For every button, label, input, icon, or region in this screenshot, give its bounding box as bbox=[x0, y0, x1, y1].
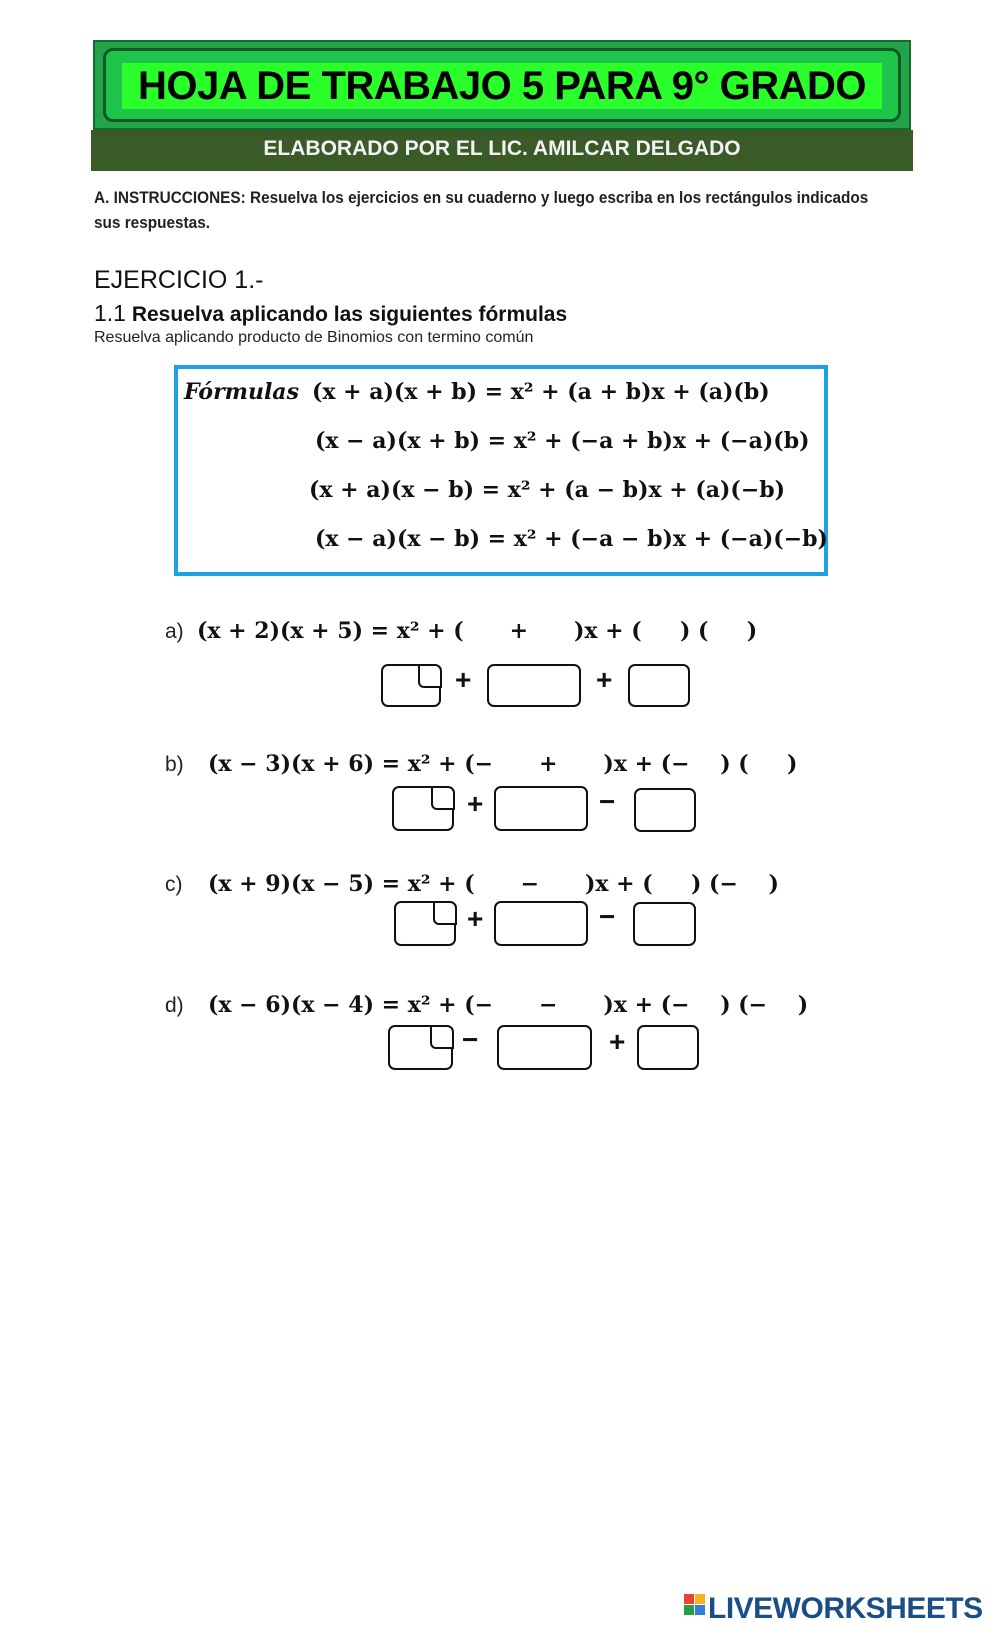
formula-label: Fórmulas bbox=[184, 379, 299, 405]
formula-2: (x − a)(x + b) = x² + (−a + b)x + (−a)(b) bbox=[315, 428, 810, 454]
liveworksheets-logo[interactable]: LIVEWORKSHEETS bbox=[708, 1592, 983, 1625]
problem-b-letter: b) bbox=[165, 753, 184, 776]
problem-d-operator-2: + bbox=[609, 1026, 626, 1057]
problem-a-operator-1: + bbox=[455, 664, 472, 695]
logo-cube-3 bbox=[684, 1605, 694, 1615]
problem-d-operator-1: − bbox=[462, 1024, 479, 1055]
problem-c-answer-2[interactable] bbox=[494, 901, 588, 946]
problem-d-answer-2[interactable] bbox=[497, 1025, 592, 1070]
problem-a-operator-2: + bbox=[596, 664, 613, 695]
problem-c-operator-1: + bbox=[467, 903, 484, 934]
author-subtitle: ELABORADO POR EL LIC. AMILCAR DELGADO bbox=[263, 137, 741, 160]
problem-a-expression: (x + 2)(x + 5) = x² + ( + )x + ( ) ( ) bbox=[197, 618, 758, 644]
problem-d-answer-1[interactable] bbox=[388, 1025, 453, 1070]
problem-b-answer-1[interactable] bbox=[392, 786, 454, 831]
logo-cube-1 bbox=[684, 1594, 694, 1604]
problem-b-answer-3[interactable] bbox=[634, 788, 696, 832]
formula-3: (x + a)(x − b) = x² + (a − b)x + (a)(−b) bbox=[309, 477, 786, 503]
problem-a-answer-1[interactable] bbox=[381, 664, 441, 707]
problem-b-answer-2[interactable] bbox=[494, 786, 588, 831]
problem-a-letter: a) bbox=[165, 620, 184, 643]
problem-c-answer-1[interactable] bbox=[394, 901, 456, 946]
problem-a-answer-2[interactable] bbox=[487, 664, 581, 707]
instructions-text: A. INSTRUCCIONES: Resuelva los ejercicios en su cuaderno y luego escriba en los rectángulos indicados sus respuestas. bbox=[94, 189, 869, 232]
problem-d-expression: (x − 6)(x − 4) = x² + (− − )x + (− ) (− ) bbox=[208, 992, 809, 1018]
formula-4: (x − a)(x − b) = x² + (−a − b)x + (−a)(−b) bbox=[315, 526, 828, 552]
exercise-subtitle-text: Resuelva aplicando las siguientes fórmulas bbox=[131, 303, 568, 326]
problem-a-answer-3[interactable] bbox=[628, 664, 690, 707]
problem-b-expression: (x − 3)(x + 6) = x² + (− + )x + (− ) ( ) bbox=[208, 751, 798, 777]
problem-c-expression: (x + 9)(x − 5) = x² + ( − )x + ( ) (− ) bbox=[208, 871, 779, 897]
problem-c-answer-3[interactable] bbox=[633, 902, 696, 946]
problem-c-letter: c) bbox=[165, 873, 183, 896]
exercise-title: EJERCICIO 1.- bbox=[94, 266, 264, 294]
logo-cube-2 bbox=[695, 1594, 705, 1604]
page-title: HOJA DE TRABAJO 5 PARA 9° GRADO bbox=[138, 64, 866, 108]
problem-d-letter: d) bbox=[165, 994, 184, 1017]
exercise-note: Resuelva aplicando producto de Binomios con termino común bbox=[94, 329, 534, 346]
logo-cube-4 bbox=[695, 1605, 705, 1615]
formula-1: (x + a)(x + b) = x² + (a + b)x + (a)(b) bbox=[312, 379, 770, 405]
problem-c-operator-2: − bbox=[599, 901, 616, 932]
problem-b-operator-2: − bbox=[599, 786, 616, 817]
problem-b-operator-1: + bbox=[467, 788, 484, 819]
exercise-subtitle bbox=[94, 300, 567, 327]
liveworksheets-logo-icon bbox=[684, 1594, 706, 1624]
problem-d-answer-3[interactable] bbox=[637, 1025, 699, 1070]
exercise-subtitle-number: 1.1 bbox=[94, 300, 126, 326]
